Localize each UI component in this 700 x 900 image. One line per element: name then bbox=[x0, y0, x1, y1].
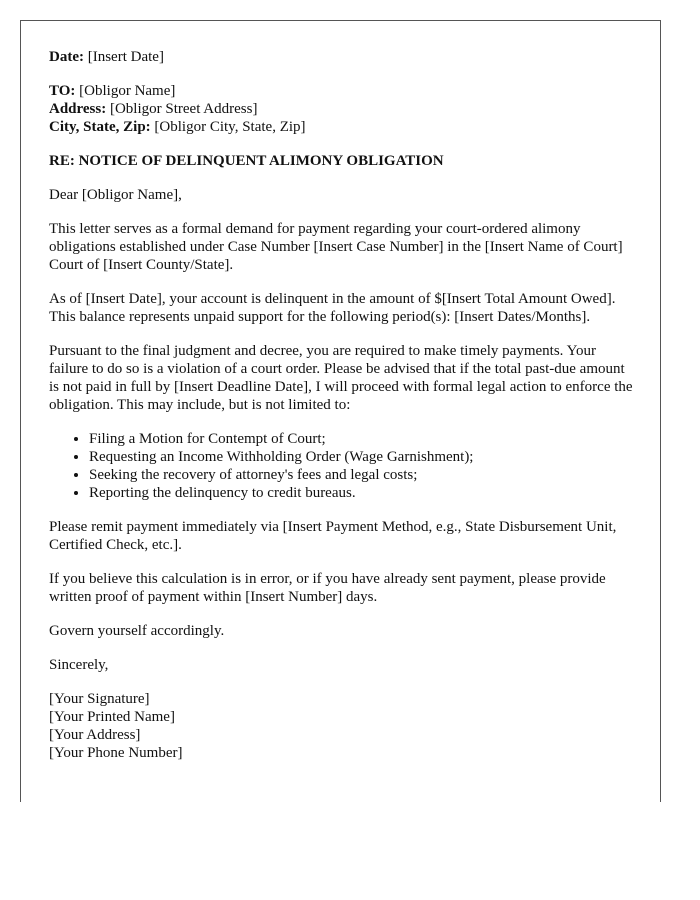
letter-page bbox=[20, 20, 661, 802]
letter-body bbox=[49, 48, 634, 762]
list-item: • Reporting the delinquency to credit bureaus. bbox=[89, 484, 634, 502]
paragraph-govern: Govern yourself accordingly. bbox=[49, 623, 225, 639]
date-value: [Insert Date] bbox=[87, 49, 164, 65]
sender-address-line: [Your Address] bbox=[49, 727, 141, 743]
paragraph-dispute: If you believe this calculation is in error, or if you have already sent payment, please provide written proof of payment within [Insert Number] days. bbox=[49, 571, 606, 605]
to-label: TO: bbox=[49, 83, 76, 99]
closing: Sincerely, bbox=[49, 657, 109, 673]
paragraph-delinquency: As of [Insert Date], your account is delinquent in the amount of $[Insert Total Amount Owed]. This balance represents unpaid support for the following period(s): [Insert Dates/Months]. bbox=[49, 291, 616, 325]
paragraph-demand: This letter serves as a formal demand for payment regarding your court-ordered alimony obligations established under Case Number [Insert Case Number] in the [Insert Name of Court] Court of [Insert County/State]. bbox=[49, 221, 623, 273]
date-label: Date: bbox=[49, 49, 84, 65]
action-list bbox=[49, 430, 634, 502]
city-state-zip-label: City, State, Zip: bbox=[49, 119, 151, 135]
date-line bbox=[49, 48, 634, 66]
list-item: • Requesting an Income Withholding Order (Wage Garnishment); bbox=[89, 448, 634, 466]
recipient-block bbox=[49, 82, 634, 136]
printed-name-line: [Your Printed Name] bbox=[49, 709, 175, 725]
list-item: • Filing a Motion for Contempt of Court; bbox=[89, 430, 634, 448]
list-item: • Seeking the recovery of attorney's fees and legal costs; bbox=[89, 466, 634, 484]
address-line bbox=[49, 100, 634, 118]
signature-line: [Your Signature] bbox=[49, 691, 150, 707]
sender-phone-line: [Your Phone Number] bbox=[49, 745, 183, 761]
subject-line: RE: NOTICE OF DELINQUENT ALIMONY OBLIGATION bbox=[49, 153, 444, 169]
address-label: Address: bbox=[49, 101, 107, 117]
to-value: [Obligor Name] bbox=[79, 83, 176, 99]
city-state-zip-value: [Obligor City, State, Zip] bbox=[154, 119, 306, 135]
salutation: Dear [Obligor Name], bbox=[49, 187, 182, 203]
to-line bbox=[49, 82, 634, 100]
city-state-zip-line bbox=[49, 118, 634, 136]
signature-block bbox=[49, 690, 634, 762]
address-value: [Obligor Street Address] bbox=[109, 101, 258, 117]
paragraph-legal-action: Pursuant to the final judgment and decree, you are required to make timely payments. Your failure to do so is a violation of a court order. Please be advised that if the total past-due amount is not paid in full by [Insert Deadline Date], I will proceed with formal legal action to enforce the obligation. This may include, but is not limited to: bbox=[49, 343, 633, 413]
paragraph-payment: Please remit payment immediately via [Insert Payment Method, e.g., State Disbursement Unit, Certified Check, etc.]. bbox=[49, 519, 617, 553]
